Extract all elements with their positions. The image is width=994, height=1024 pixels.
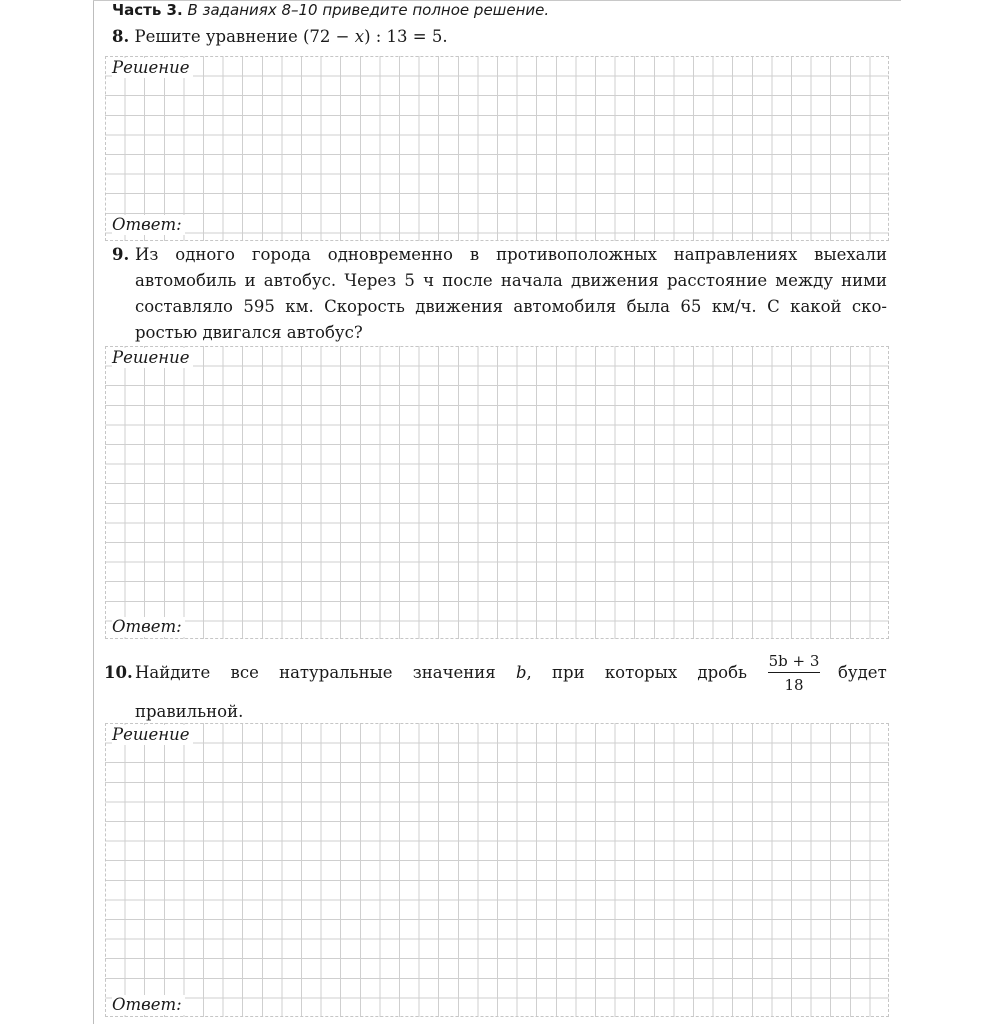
- task-10-fraction: [768, 651, 820, 696]
- task-8: [112, 24, 448, 50]
- task-9-line-3: составляло 595 км. Скорость движения автомобиля была 65 км/ч. С какой ско-: [135, 297, 887, 316]
- fraction-denominator: 18: [784, 676, 804, 694]
- task-10-answer-label: Ответ:: [112, 995, 185, 1015]
- task-10-solution-grid[interactable]: [105, 723, 889, 1017]
- task-9-solution-label: Решение: [112, 348, 193, 368]
- task-8-text-before: Решите уравнение (72 −: [134, 27, 355, 46]
- task-9-answer-label: Ответ:: [112, 617, 185, 637]
- task-8-solution-grid[interactable]: [105, 56, 889, 241]
- task-9-number-wrap: [112, 242, 129, 268]
- task-8-solution-label: Решение: [112, 58, 193, 78]
- fraction-numerator: 5b + 3: [768, 652, 820, 670]
- task-9-line-2: автомобиль и автобус. Через 5 ч после начала движения расстояние между ними: [135, 271, 887, 290]
- task-10-text-after: будет: [838, 663, 887, 682]
- task-8-variable: x: [354, 27, 365, 46]
- task-10-variable: b: [515, 663, 527, 682]
- task-9-number: 9.: [112, 245, 130, 264]
- task-9-line-1: Из одного города одновременно в противоположных направлениях выехали: [135, 245, 887, 264]
- task-9-solution-grid[interactable]: [105, 346, 889, 639]
- task-8-answer-label: Ответ:: [112, 215, 185, 235]
- task-9-line-4: ростью двигался автобус?: [135, 323, 363, 342]
- task-10-text-before: Найдите все натуральные значения: [135, 663, 496, 682]
- task-8-number: 8.: [112, 27, 130, 46]
- task-10-line-1: [135, 660, 747, 686]
- left-margin-line: [93, 0, 94, 1024]
- fraction-bar: [768, 672, 820, 673]
- task-8-text-after: ) : 13 = 5.: [364, 27, 448, 46]
- part-instruction: В заданиях 8–10 приведите полное решение.: [187, 1, 550, 19]
- task-10-solution-label: Решение: [112, 725, 193, 745]
- part-label: Часть 3.: [112, 1, 183, 19]
- task-10-number-wrap: [104, 660, 133, 686]
- task-10-text-mid: , при которых дробь: [526, 663, 747, 682]
- task-10-line-2: правильной.: [135, 702, 244, 721]
- task-10-number: 10.: [104, 663, 133, 682]
- part-header: [112, 1, 549, 19]
